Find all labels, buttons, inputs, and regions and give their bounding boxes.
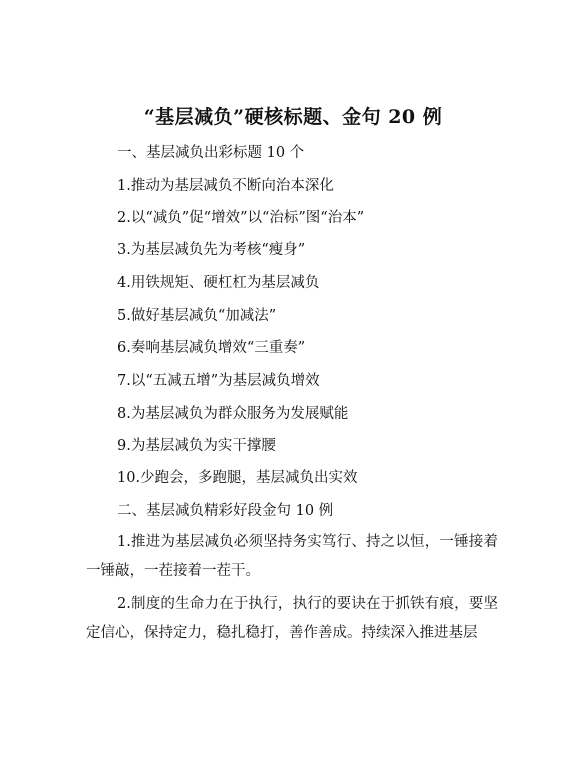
section-heading-titles: 一、基层减负出彩标题 10 个 (117, 145, 305, 161)
list-item: 2.以“减负”促“增效”以“治标”图“治本” (117, 210, 365, 226)
document-title: “基层减负”硬核标题、金句 20 例 (143, 106, 443, 128)
quote-paragraph: 1.推进为基层减负必须坚持务实笃行、持之以恒，一锤接着一锤敲，一茬接着一茬干。 (86, 534, 498, 579)
list-item: 9.为基层减负为实干撑腰 (117, 438, 276, 454)
list-item: 6.奏响基层减负增效“三重奏” (117, 340, 306, 356)
quote-paragraph: 2.制度的生命力在于执行，执行的要诀在于抓铁有痕，要坚定信心，保持定力，稳扎稳打，善作善成。持续深入推进基层 (86, 596, 498, 641)
list-item: 10.少跑会，多跑腿，基层减负出实效 (117, 470, 358, 486)
list-item: 5.做好基层减负“加减法” (117, 308, 277, 324)
list-item: 4.用铁规矩、硬杠杠为基层减负 (117, 275, 320, 291)
list-item: 8.为基层减负为群众服务为发展赋能 (117, 406, 349, 422)
list-item: 3.为基层减负先为考核“瘦身” (117, 242, 306, 258)
section-heading-quotes: 二、基层减负精彩好段金句 10 例 (117, 503, 334, 519)
list-item: 1.推动为基层减负不断向治本深化 (117, 178, 334, 194)
list-item: 7.以“五减五增”为基层减负增效 (117, 373, 320, 389)
